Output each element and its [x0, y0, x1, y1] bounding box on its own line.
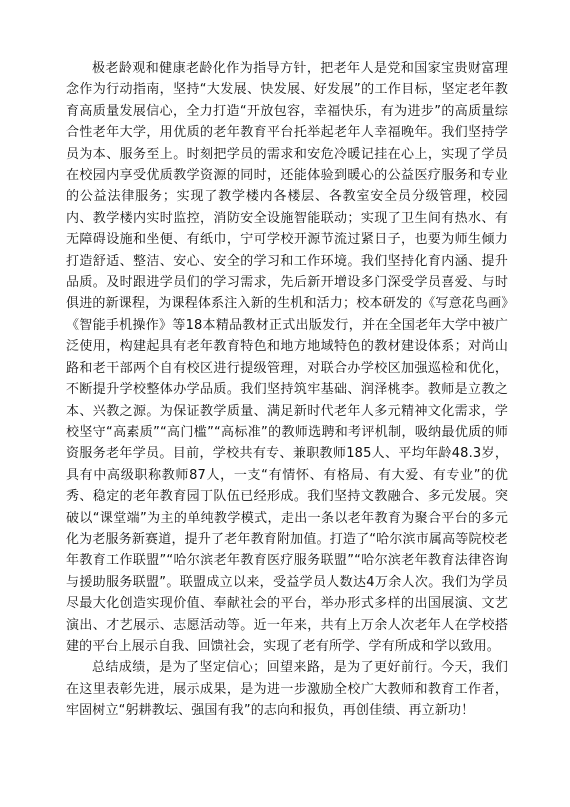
body-paragraph-1: 极老龄观和健康老龄化作为指导方针，把老年人是党和国家宝贵财富理念作为行动指南，坚持“大发展、快发展、好发展”的工作目标，坚定老年教育高质量发展信心，全力打造“开放包容，幸福快乐，有为进步”的高质量综合性老年大学，用优质的老年教育平台托举起老年人幸福晚年。我们坚持学员为本、服务至上。时刻把学员的需求和安危冷暖记挂在心上，实现了学员在校园内享受优质教学资源的同时，还能体验到暖心的公益医疗服务和专业的公益法律服务；实现了教学楼内各楼层、各教室安全员分级管理，校园内、教学楼内实时监控，消防安全设施智能联动；实现了卫生间有热水、有无障碍设施和坐便、有纸巾，宁可学校开源节流过紧日子，也要为师生倾力打造舒适、整洁、安心、安全的学习和工作环境。我们坚持化育内涵、提升品质。及时跟进学员们的学习需求，先后新开增设多门深受学员喜爱、与时俱进的新课程，为课程体系注入新的生机和活力；校本研发的《写意花鸟画》《智能手机操作》等18本精品教材正式出版发行，并在全国老年大学中被广泛使用，构建起具有老年教育特色和地方地域特色的教材建设体系；对尚山路和老干部两个自有校区进行提级管理，对联合办学校区加强巡检和优化，不断提升学校整体办学品质。我们坚持筑牢基础、润泽桃李。教师是立教之本、兴教之源。为保证教学质量、满足新时代老年人多元精神文化需求，学校坚守“高素质”“高门槛”“高标准”的教师选聘和考评机制，吸纳最优质的师资服务老年学员。目前，学校共有专、兼职教师185人、平均年龄48.3岁，具有中高级职称教师87人，一支“有情怀、有格局、有大爱、有专业”的优秀、稳定的老年教育园丁队伍已经形成。我们坚持文教融合、多元发展。突破以“课堂端”为主的单纯教学模式，走出一条以老年教育为聚合平台的多元化为老服务新赛道，提升了老年教育附加值。打造了“哈尔滨市属高等院校老年教育工作联盟”“哈尔滨老年教育医疗服务联盟”“哈尔滨老年教育法律咨询与援助服务联盟”。联盟成立以来，受益学员人数达4万余人次。我们为学员尽最大化创造实现价值、奉献社会的平台，举办形式多样的出国展演、文艺演出、才艺展示、志愿活动等。近一年来，共有上万余人次老年人在学校搭建的平台上展示自我、回馈社会，实现了老有所学、学有所成和学以致用。: [66, 61, 508, 654]
body-paragraph-2: 总结成绩，是为了坚定信心；回望来路，是为了更好前行。今天，我们在这里表彰先进，展示成果，是为进一步激励全校广大教师和教育工作者，牢固树立“躬耕教坛、强国有我”的志向和报负，再创佳绩、再立新功！: [66, 660, 508, 719]
